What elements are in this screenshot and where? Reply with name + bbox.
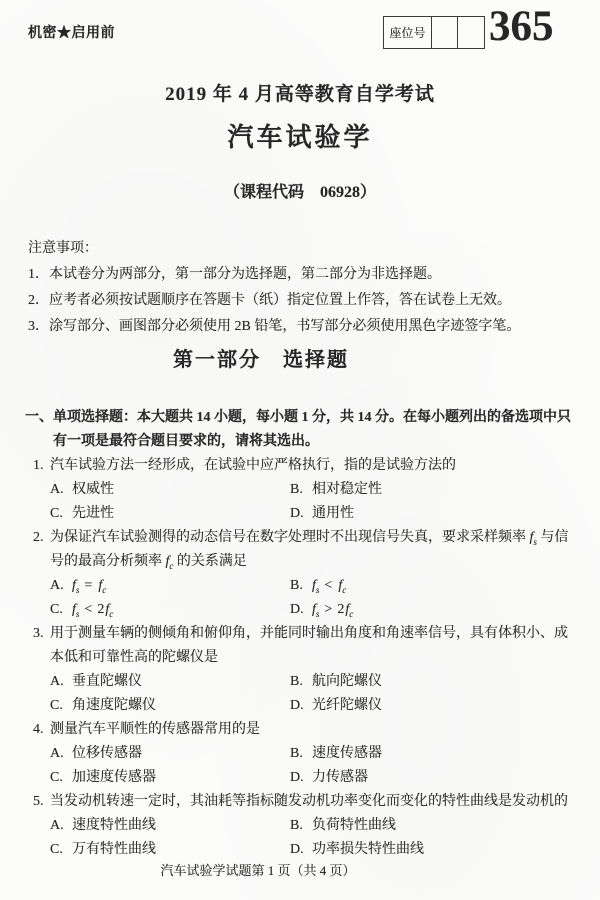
math-fs: $f_s$ [72, 602, 80, 619]
option-label: B. [290, 482, 303, 497]
math-coefficient: 2 [97, 602, 105, 617]
option-c [50, 502, 290, 526]
option-text: 垂直陀螺仪 [72, 674, 142, 689]
math-fc: $f_c$ [98, 578, 107, 595]
option-d [290, 766, 578, 790]
seat-number-cell-2 [458, 17, 484, 48]
question-number: 1. [33, 458, 44, 473]
note-item-2: 2．应考者必须按试题顺序在答题卡（纸）指定位置上作答，答在试卷上无效。 [28, 293, 511, 308]
math-fs: $f_s$ [312, 602, 320, 619]
option-text: 力传感器 [312, 770, 368, 785]
option-label: C. [50, 506, 63, 521]
option-text: 速度特性曲线 [72, 818, 156, 833]
option-d [290, 694, 578, 718]
math-fc: $f_c$ [165, 554, 174, 571]
seat-number-cell-1 [432, 17, 458, 48]
note-item-3: 3．涂写部分、画图部分必须使用 2B 铅笔，书写部分必须使用黑色字迹签字笔。 [28, 319, 521, 334]
option-d [290, 838, 578, 862]
option-label: A. [50, 578, 64, 593]
option-label: D. [290, 602, 304, 617]
question-stem-row [33, 454, 578, 478]
option-text: 加速度传感器 [72, 770, 156, 785]
options-grid [50, 742, 578, 790]
math-coefficient: 2 [337, 602, 345, 617]
question-stem: 用于测量车辆的侧倾角和俯仰角，并能同时输出角度和角速率信号，具有体积小、成本低和可靠性高的陀螺仪是 [50, 626, 568, 665]
option-label: D. [290, 770, 304, 785]
options-grid [50, 670, 578, 718]
option-b [290, 742, 578, 766]
option-label: B. [290, 746, 303, 761]
option-c [50, 838, 290, 862]
question-stem: 测量汽车平顺性的传感器常用的是 [50, 722, 260, 737]
option-label: B. [290, 818, 303, 833]
option-label: C. [50, 602, 63, 617]
notes-heading: 注意事项： [28, 241, 98, 256]
math-fs: $f_s$ [72, 578, 80, 595]
option-text: 角速度陀螺仪 [72, 698, 156, 713]
math-fc: $f_c$ [345, 602, 354, 619]
option-label: B. [290, 578, 303, 593]
option-b [290, 574, 578, 598]
option-label: A. [50, 818, 64, 833]
option-d [290, 598, 578, 622]
math-fc: $f_c$ [338, 578, 347, 595]
option-text: 先进性 [72, 506, 114, 521]
question-item-5 [33, 790, 578, 862]
options-grid [50, 814, 578, 862]
math-fs: $f_s$ [312, 578, 320, 595]
option-a [50, 814, 290, 838]
option-d [290, 502, 578, 526]
confidential-label: 机密★启用前 [28, 26, 115, 41]
option-label: A. [50, 746, 64, 761]
option-text: 功率损失特性曲线 [312, 842, 424, 857]
math-operator: < [84, 602, 93, 617]
option-c [50, 598, 290, 622]
course-code: （课程代码 06928） [223, 184, 376, 201]
question-stem-part: 为保证汽车试验测得的动态信号在数字处理时不出现信号失真，要求采样频率 [50, 530, 530, 545]
option-label: D. [290, 842, 304, 857]
option-label: C. [50, 770, 63, 785]
seat-number-label: 座位号 [384, 17, 432, 48]
note-item-1: 1．本试卷分为两部分，第一部分为选择题，第二部分为非选择题。 [28, 267, 441, 282]
math-operator: < [324, 578, 333, 593]
question-stem-part: 与信号的最高分析频率 [50, 530, 569, 569]
question-stem: 当发动机转速一定时，其油耗等指标随发动机功率变化而变化的特性曲线是发动机的 [50, 794, 568, 809]
option-text: 光纤陀螺仪 [312, 698, 382, 713]
math-operator: > [324, 602, 333, 617]
option-b [290, 478, 578, 502]
option-text: 速度传感器 [312, 746, 382, 761]
part-one-heading: 第一部分 选择题 [173, 349, 349, 371]
option-label: A. [50, 674, 64, 689]
page-footer: 汽车试验学试题第 1 页（共 4 页） [160, 863, 356, 878]
math-fc: $f_c$ [105, 602, 114, 619]
option-text: 负荷特性曲线 [312, 818, 396, 833]
option-a [50, 574, 290, 598]
option-c [50, 694, 290, 718]
option-label: D. [290, 698, 304, 713]
paper-number: 365 [489, 3, 554, 50]
question-stem-row [33, 718, 578, 742]
question-number: 4. [33, 722, 44, 737]
notes-section [28, 236, 572, 340]
option-label: C. [50, 698, 63, 713]
option-label: C. [50, 842, 63, 857]
course-title: 汽车试验学 [227, 123, 373, 152]
option-a [50, 478, 290, 502]
option-a [50, 670, 290, 694]
seat-number-box [383, 16, 485, 49]
question-stem-row [33, 622, 578, 670]
question-number: 2. [33, 530, 44, 545]
question-number: 5. [33, 794, 44, 809]
question-stem-part: 的关系满足 [173, 554, 247, 569]
options-grid [50, 478, 578, 526]
option-text: 万有特性曲线 [72, 842, 156, 857]
question-item-4 [33, 718, 578, 790]
option-a [50, 742, 290, 766]
option-text: 位移传感器 [72, 746, 142, 761]
question-stem-row [33, 526, 578, 574]
option-label: B. [290, 674, 303, 689]
question-stem-row [33, 790, 578, 814]
question-stem: 汽车试验方法一经形成，在试验中应严格执行，指的是试验方法的 [50, 458, 456, 473]
option-label: A. [50, 482, 64, 497]
math-operator: = [84, 578, 93, 593]
option-text: 航向陀螺仪 [312, 674, 382, 689]
question-item-2 [33, 526, 578, 622]
question-item-3 [33, 622, 578, 718]
section-one-intro: 一、单项选择题：本大题共 14 小题，每小题 1 分，共 14 分。在每小题列出的备选项中只有一项是最符合题目要求的，请将其选出。 [25, 410, 571, 449]
question-item-1 [33, 454, 578, 526]
questions-list [33, 454, 578, 862]
option-b [290, 670, 578, 694]
math-fs: $f_s$ [529, 530, 537, 547]
option-text: 权威性 [72, 482, 114, 497]
option-c [50, 766, 290, 790]
option-text: 相对稳定性 [312, 482, 382, 497]
options-grid [50, 574, 578, 622]
option-text: 通用性 [312, 506, 354, 521]
option-label: D. [290, 506, 304, 521]
option-b [290, 814, 578, 838]
exam-session-title: 2019 年 4 月高等教育自学考试 [165, 84, 435, 105]
question-number: 3. [33, 626, 44, 641]
